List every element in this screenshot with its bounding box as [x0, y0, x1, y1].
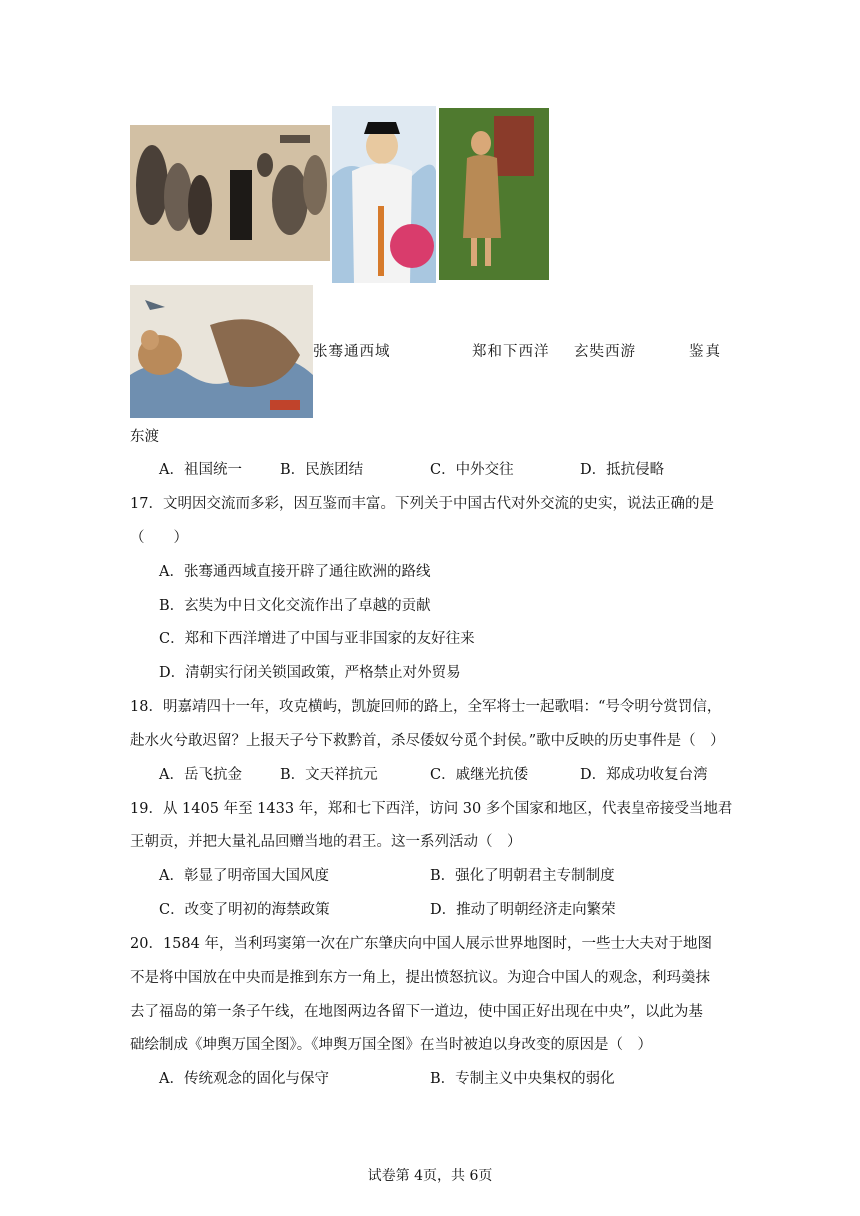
- q20-option-a: A．传统观念的固化与保守: [159, 1071, 329, 1087]
- jianzhen-voyage-image: [130, 285, 313, 418]
- q18-stem-line1: 18．明嘉靖四十一年，攻克横屿，凯旋回师的路上，全军将士一起歌唱：“号令明兮赏罚信，: [130, 699, 722, 715]
- q17-stem-line1: 17．文明因交流而多彩，因互鉴而丰富。下列关于中国古代对外交流的史实，说法正确的是: [130, 496, 714, 512]
- q18-stem-line2: 赴水火兮敢迟留？上报天子兮下救黔首，杀尽倭奴兮觅个封侯。”歌中反映的历史事件是（ ）: [130, 733, 725, 749]
- page-footer: 试卷第 4页，共 6页: [367, 1168, 493, 1184]
- q19-stem-line2: 王朝贡，并把大量礼品回赠当地的君王。这一系列活动（ ）: [130, 834, 522, 850]
- q16-option-b: B．民族团结: [280, 462, 364, 478]
- caption-zheng-he: 郑和下西洋: [472, 344, 550, 360]
- zhang-qian-mural-image: [130, 125, 330, 261]
- q16-option-a: A．祖国统一: [159, 462, 242, 478]
- xuanzang-portrait-image: [439, 108, 549, 280]
- q16-option-c: C．中外交往: [430, 462, 514, 478]
- q18-option-c: C．戚继光抗倭: [430, 767, 529, 783]
- caption-xuanzang: 玄奘西游: [574, 344, 636, 360]
- q19-option-c: C．改变了明初的海禁政策: [159, 902, 330, 918]
- q17-option-d: D．清朝实行闭关锁国政策，严格禁止对外贸易: [159, 665, 461, 681]
- q18-option-d: D．郑成功收复台湾: [580, 767, 708, 783]
- q17-option-a: A．张骞通西域直接开辟了通往欧洲的路线: [159, 564, 431, 580]
- zheng-he-portrait-image: [332, 106, 436, 283]
- caption-dongdu: 东渡: [130, 429, 159, 445]
- q20-stem-line2: 不是将中国放在中央而是推到东方一角上，提出愤怒抗议。为迎合中国人的观念，利玛羮抹: [130, 970, 710, 986]
- q19-stem-line1: 19．从 1405 年至 1433 年，郑和七下西洋，访问 30 多个国家和地区，代表皇帝接受当地君: [130, 801, 733, 817]
- q20-stem-line1: 20．1584 年，当利玛窦第一次在广东肇庆向中国人展示世界地图时，一些士大夫对于地图: [130, 936, 712, 952]
- caption-jianzhen: 鉴真: [689, 344, 722, 360]
- q19-option-a: A．彰显了明帝国大国风度: [159, 868, 329, 884]
- q17-option-c: C．郑和下西洋增进了中国与亚非国家的友好往来: [159, 631, 475, 647]
- q18-option-a: A．岳飞抗金: [159, 767, 242, 783]
- q17-stem-line2: （ ）: [130, 530, 188, 546]
- q20-option-b: B．专制主义中央集权的弱化: [430, 1071, 615, 1087]
- q20-stem-line4: 础绘制成《坤舆万国全图》。《坤舆万国全图》在当时被迫以身改变的原因是（ ）: [130, 1037, 652, 1053]
- q17-option-b: B．玄奘为中日文化交流作出了卓越的贡献: [159, 598, 431, 614]
- q20-stem-line3: 去了福岛的第一条子午线，在地图两边各留下一道边，使中国正好出现在中央”，以此为基: [130, 1004, 703, 1020]
- caption-zhang-qian: 张骞通西域: [313, 344, 391, 360]
- q18-option-b: B．文天祥抗元: [280, 767, 378, 783]
- q19-option-d: D．推动了明朝经济走向繁荣: [430, 902, 616, 918]
- q16-option-d: D．抵抗侵略: [580, 462, 665, 478]
- q19-option-b: B．强化了明朝君主专制制度: [430, 868, 615, 884]
